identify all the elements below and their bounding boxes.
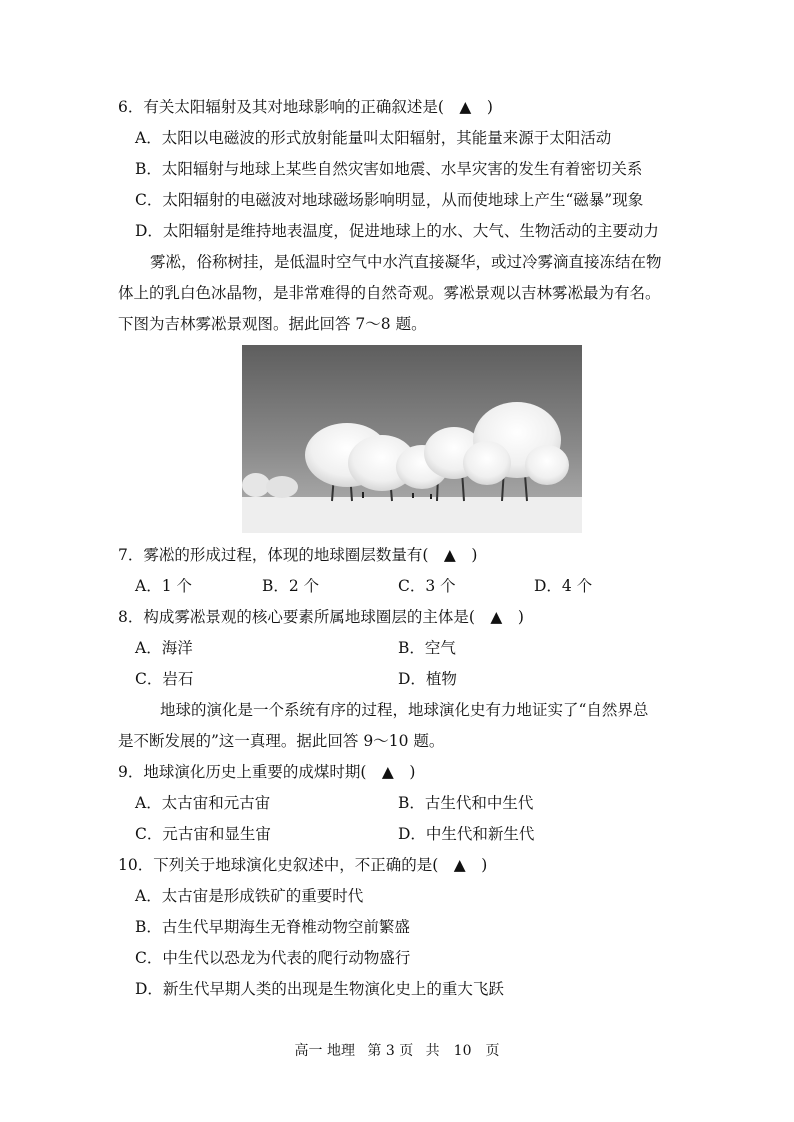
question-6-option-b: B．太阳辐射与地球上某些自然灾害如地震、水旱灾害的发生有着密切关系 <box>135 160 643 178</box>
passage-1-line-1: 雾凇，俗称树挂，是低温时空气中水汽直接凝华，或过冷雾滴直接冻结在物 <box>150 253 662 271</box>
question-7-option-c: C．3 个 <box>398 577 456 595</box>
footer-total-pages: 共 10 页 <box>425 1043 500 1059</box>
question-7-option-b: B．2 个 <box>262 577 320 595</box>
question-6-stem: 6．有关太阳辐射及其对地球影响的正确叙述是( ▲ ) <box>118 98 493 116</box>
question-6-option-c: C．太阳辐射的电磁波对地球磁场影响明显，从而使地球上产生“磁暴”现象 <box>135 191 644 209</box>
question-7-stem: 7．雾凇的形成过程，体现的地球圈层数量有( ▲ ) <box>118 546 478 564</box>
passage-2-line-2: 是不断发展的”这一真理。据此回答 9～10 题。 <box>118 732 445 750</box>
question-9-option-b: B．古生代和中生代 <box>398 794 534 812</box>
question-8-option-c: C．岩石 <box>135 670 194 688</box>
question-10-option-b: B．古生代早期海生无脊椎动物空前繁盛 <box>135 918 410 936</box>
question-9-option-a: A．太古宙和元古宙 <box>135 794 271 812</box>
question-9-option-c: C．元古宙和显生宙 <box>135 825 271 843</box>
question-8-option-a: A．海洋 <box>135 639 193 657</box>
question-6-option-d: D．太阳辐射是维持地表温度，促进地球上的水、大气、生物活动的主要动力 <box>135 222 659 240</box>
question-10-option-c: C．中生代以恐龙为代表的爬行动物盛行 <box>135 949 411 967</box>
question-8-option-b: B．空气 <box>398 639 456 657</box>
question-8-stem: 8．构成雾凇景观的核心要素所属地球圈层的主体是( ▲ ) <box>118 608 524 626</box>
question-6-option-a: A．太阳以电磁波的形式放射能量叫太阳辐射，其能量来源于太阳活动 <box>135 129 612 147</box>
question-7-option-a: A．1 个 <box>135 577 192 595</box>
question-9-stem: 9．地球演化历史上重要的成煤时期( ▲ ) <box>118 763 416 781</box>
question-10-option-a: A．太古宙是形成铁矿的重要时代 <box>135 887 364 905</box>
passage-1-line-3: 下图为吉林雾凇景观图。据此回答 7～8 题。 <box>118 315 427 333</box>
question-8-option-d: D．植物 <box>398 670 457 688</box>
question-7-option-d: D．4 个 <box>534 577 593 595</box>
passage-1-line-2: 体上的乳白色冰晶物，是非常难得的自然奇观。雾凇景观以吉林雾凇最为有名。 <box>118 284 661 302</box>
page-footer <box>0 1040 794 1060</box>
footer-page-number: 第 3 页 <box>367 1043 414 1059</box>
rime-landscape-photo <box>242 345 582 533</box>
question-10-option-d: D．新生代早期人类的出现是生物演化史上的重大飞跃 <box>135 980 504 998</box>
passage-2-line-1: 地球的演化是一个系统有序的过程，地球演化史有力地证实了“自然界总 <box>160 701 649 719</box>
footer-subject: 高一 地理 <box>294 1043 355 1059</box>
question-10-stem: 10．下列关于地球演化史叙述中，不正确的是( ▲ ) <box>118 856 488 874</box>
question-9-option-d: D．中生代和新生代 <box>398 825 535 843</box>
